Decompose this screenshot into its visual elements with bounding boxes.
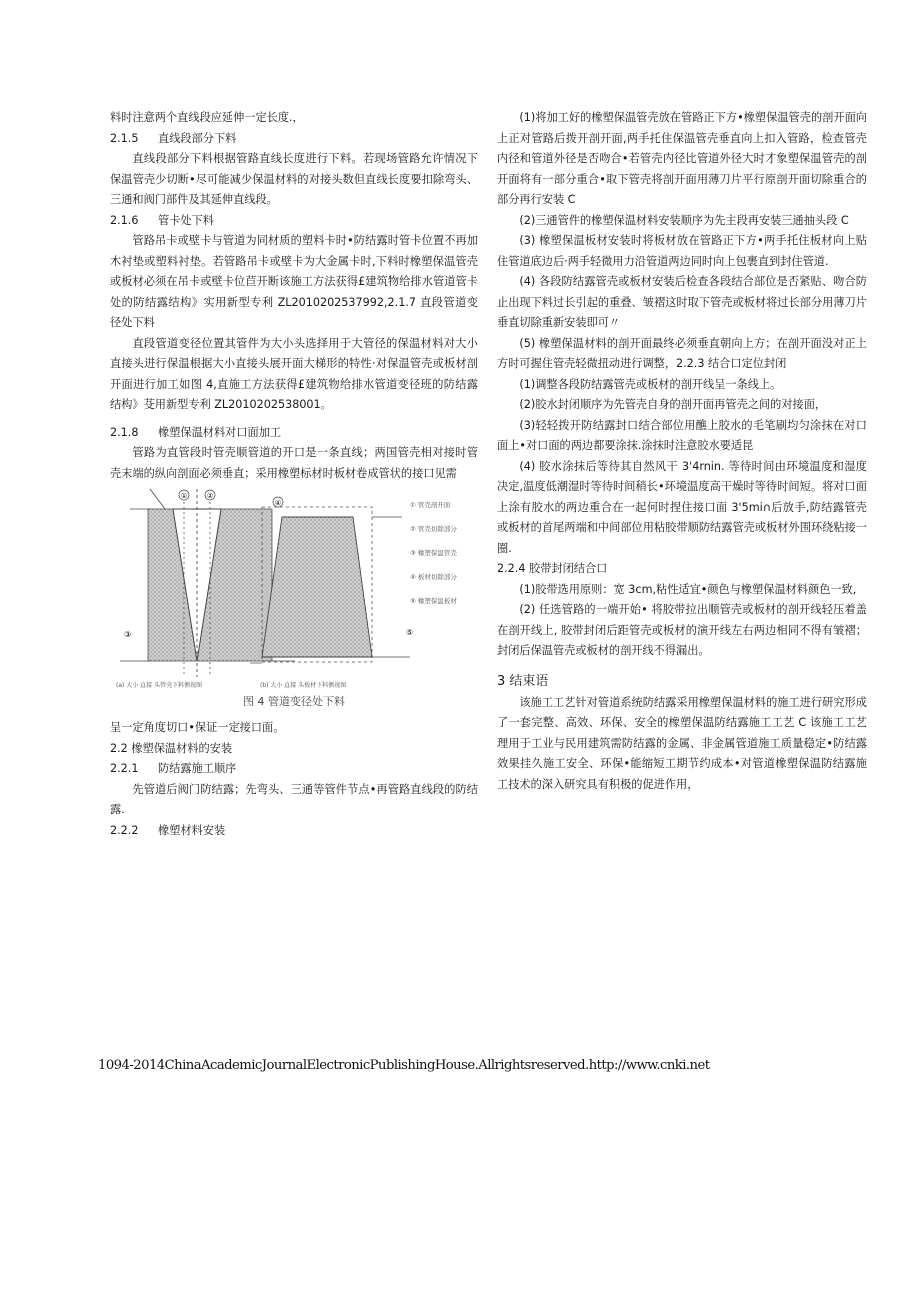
figure-caption: 图 4 管道变径处下料 [243,695,345,708]
paragraph: 呈一定角度切口•保证一定接口面。 [110,721,285,734]
paragraph: 料时注意两个直线段应延伸一定长度.， [110,111,304,124]
section-heading-2-1-5: 2.1.5 直线段部分下料 [110,131,237,145]
figure-4-diagram [110,487,478,691]
section-heading-2-2-2: 2.2.2 橡塑材料安装 [110,823,226,837]
paragraph: (4) 各段防结露管壳或板材安装后检查各段结合部位是否紧贴、吻合防止出现下料过长引起的重叠、皱褶这时取下管壳或板材将过长部分用薄刀片垂直切除重新安装即可〃 [497,275,867,329]
section-heading-2-2-1: 2.2.1 防结露施工顺序 [110,762,237,775]
paragraph: (5) 橡塑保温材料的剖开面最终必须垂直朝向上方；在剖开面没对正上方时可握住管壳轻微扭动进行调整，2.2.3 结合口定位封闭 [497,336,867,370]
paragraph: 该施工工艺针对管道系统防结露采用橡塑保温材料的施工进行研究形成了一套完整、高效、环保、安全的橡塑保温防结露施工工艺 C 该施工工艺理用于工业与民用建筑需防结露的金属、非金属管道施工质量稳定•防结露效果挂久施工安全、环保•能缩短工期节约成本•对管道橡塑保温防结露施工技术的深入研究具有积极的促进作用， [497,695,867,791]
paragraph: 管路吊卡或壁卡与管道为同材质的塑料卡时•防结露时管卡位置不再加木衬垫或塑料衬垫。若管路吊卡或壁卡为大金属卡时,下料时橡塑保温管壳或板材必须在吊卡或壁卡位苣开断该施工方法获得£建筑物给排水管道管卡处的防结露结构》实用新型专利 ZL2010202537992,2.1.7 直段管道变径处下料 [110,234,478,329]
section-heading-2-2-4: 2.2.4 胶带封闭结合口 [497,562,608,575]
sheet-trapezoid [262,517,372,657]
subcaption-a: (a) 大小 直接 头管壳下料侧视图 [116,682,203,689]
marker-2: ② [206,492,214,500]
paragraph: (1)将加工好的橡塑保温管壳放在管路正下方•橡塑保温管壳的剖开面向上正对管路后拨开剖开面,两手托住保温管壳垂直向上扣入管路，检查管壳内径和管道外径是否吻合•若管壳内径比管道外径大时才象塑保温管壳的剖开面将有一部分重合•取下管壳将剖开面用薄刀片平行原剖开面切除重合的部分再行安装 C [497,111,867,206]
left-column [110,108,478,841]
paragraph: (3)轻轻拨开防结露封口结合部位用醮上胶水的毛笔刷均匀涂抹在对口面上•对口面的两边都要涂抹.涂抹时注意胶水要适昆 [497,418,867,452]
legend-item: ② 管壳切除部分 [410,525,457,533]
marker-5: ⑤ [406,628,414,637]
legend-item: ④ 板材切除部分 [410,573,457,581]
paragraph: 直段管道变径位置其管件为大小头选择用于大管径的保温材料对大小直接头进行保温根据大小直接头展开面大梯形的特性·对保温管壳或板材剖开面进行加工如图 4,直施工方法获得£建筑物给排水管道变径班的防结露结构》芟用新型专利 ZL2010202538001。 [110,336,478,411]
paragraph: (1)胶带选用原则：宽 3cm,粘性适宜•颜色与橡塑保温材料颜色一致, [519,582,857,596]
legend-item: ① 管壳剖开面 [410,501,451,509]
paragraph: (4) 胶水涂抹后等待其自然风干 3'4rnin. 等待时间由环境温度和湿度决定,温度低潮湿时等待时间稍长•环境温度高干燥时等待时间短。将对口面上涂有胶水的两边重合在一起何时捏住接口面 3'5mi∩后放手,防结露管壳或板材的首尾两端和中间部位用粘胶带顺防结露管壳或板材外围环绕粘接一圈. [497,459,867,555]
paragraph: (2)胶水封闭顺序为先管壳自身的剖开面再管壳之间的对接面， [519,398,827,411]
paragraph: (3) 橡塑保温板材安装时将板材放在管路正下方•两手托住板材向上贴住管道底边后·两手轻微用力沿管道两边同时向上包裹直到封住管道. [497,234,867,268]
section-heading-3: 3 结束语 [497,673,549,689]
figure-4-pipe-reducer-cutting [110,487,478,691]
section-heading-2-2: 2.2 橡塑保温材料的安装 [110,741,233,755]
marker-1: ① [180,492,188,500]
section-heading-2-1-6: 2.1.6 管卡处下料 [110,213,214,227]
section-heading-2-1-8: 2.1.8 橡塑保温材料对口面加工 [110,425,282,439]
legend-item: ⑤ 橡塑保温板材 [410,597,457,605]
legend-item: ③ 橡塑保温管壳 [410,549,457,557]
paragraph: 直线段部分下料根据管路直线长度进行下料。若现场管路允许情况下保温管壳少切断•尽可能减少保温材料的对接头数但直线长度要扣除弯头、三通和阀门部件及其延伸直线段。 [110,152,478,206]
subcaption-b: (b) 大小 直接 头板材下料侧视图 [260,682,347,689]
paragraph: (2) 任选管路的一端开始• 将胶带拉出顺管壳或板材的剖开线轻压着盖在剖开线上, 胶带封闭后距管壳或板材的演开线左右两边相同不得有皱褶；封闭后保温管壳或板材的剖开线不得漏出。 [497,603,867,657]
marker-4: ④ [274,499,282,507]
paragraph: 先管道后阀门防结露；先弯头、三通等管件节点•再管路直线段的防结露. [110,782,478,816]
right-column [497,108,867,795]
paragraph: (2)三通管件的橡塑保温材料安装顺序为先主段再安装三通抽头段 C [519,213,849,227]
paragraph: 管路为直管段时管壳顺管道的开口是一条直线；两国管壳相对接时管壳末端的纵向剖面必须垂直；采用橡塑标材时板材卷成管状的接口见需 [110,446,478,480]
copyright-footer: 1094-2014ChinaAcademicJournalElectronicPublishingHouse.Allrightsreserved.http://www.cnki.net [98,1058,710,1073]
paragraph: (1)调整各段防结露管壳或板材的剖开线呈一条线上。 [519,377,782,391]
marker-3: ③ [124,630,132,639]
